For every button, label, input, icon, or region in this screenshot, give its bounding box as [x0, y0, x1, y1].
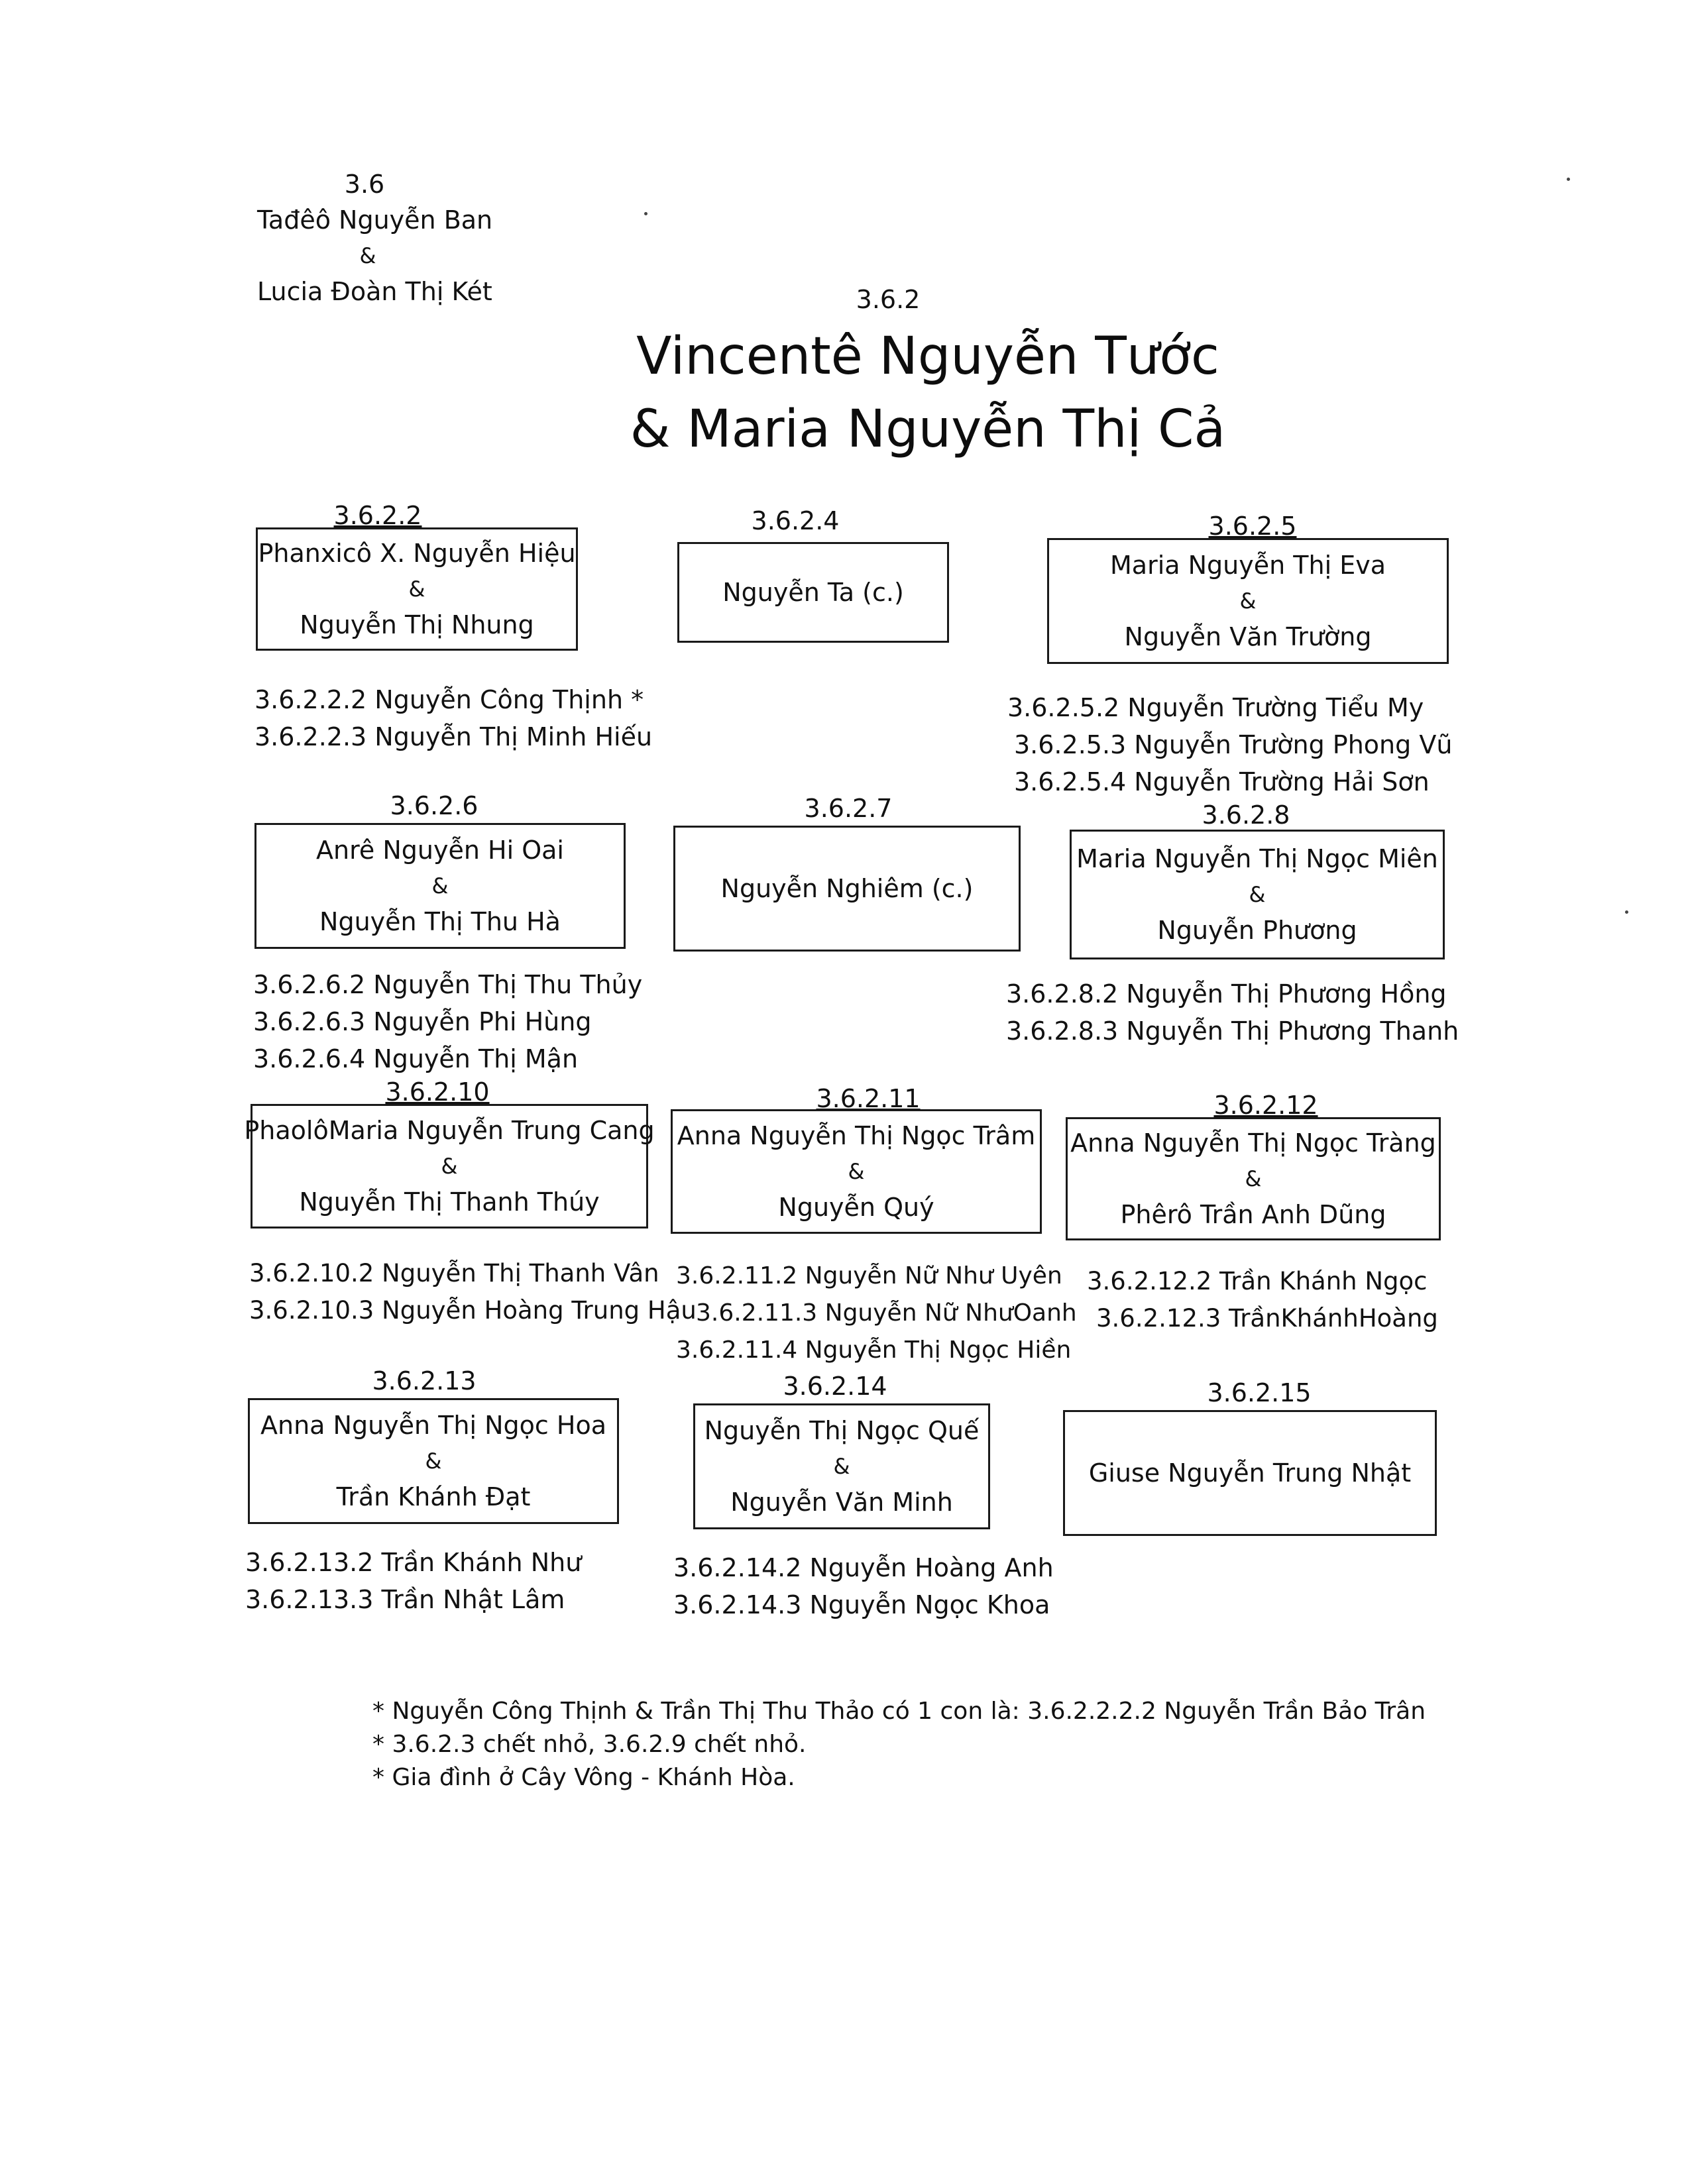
- child-entry: 3.6.2.5.4 Nguyễn Trường Hải Sơn: [1014, 767, 1430, 796]
- family-box-3622: [256, 527, 578, 651]
- family-member-2: Nguyễn Văn Trường: [1124, 622, 1372, 651]
- footnotes: [372, 1695, 1426, 1794]
- main-husband: Vincentê Nguyễn Tước: [636, 327, 1219, 386]
- parents-father: Tađêô Nguyễn Ban: [257, 205, 493, 235]
- family-member-1: Phanxicô X. Nguyễn Hiệu: [258, 539, 576, 568]
- family-number-36215: 3.6.2.15: [1207, 1378, 1312, 1407]
- child-entry: 3.6.2.10.2 Nguyễn Thị Thanh Vân: [249, 1259, 659, 1287]
- children-list-3628: [1006, 975, 1459, 1050]
- family-ampersand: &: [441, 1154, 458, 1179]
- family-number-3622: 3.6.2.2: [333, 501, 422, 530]
- family-ampersand: &: [848, 1159, 865, 1184]
- family-box-36215: [1063, 1410, 1437, 1536]
- family-box-36213: [248, 1398, 619, 1524]
- family-ampersand: &: [408, 576, 425, 602]
- child-entry: 3.6.2.5.3 Nguyễn Trường Phong Vũ: [1014, 730, 1453, 759]
- child-entry: 3.6.2.10.3 Nguyễn Hoàng Trung Hậu: [249, 1296, 697, 1325]
- family-box-3625: [1047, 538, 1449, 664]
- child-entry: 3.6.2.14.2 Nguyễn Hoàng Anh: [673, 1553, 1054, 1582]
- children-list-3626: [253, 966, 642, 1077]
- children-list-36211: [676, 1258, 1077, 1369]
- family-member-2: Nguyễn Quý: [778, 1193, 934, 1222]
- scan-speck: [644, 212, 647, 215]
- scan-speck: [1567, 178, 1570, 181]
- scan-speck: [1625, 910, 1628, 914]
- child-entry: 3.6.2.5.2 Nguyễn Trường Tiểu My: [1007, 693, 1424, 722]
- children-list-36213: [245, 1544, 581, 1618]
- child-entry: 3.6.2.2.2 Nguyễn Công Thịnh *: [254, 685, 644, 714]
- family-box-3627: [673, 826, 1021, 952]
- family-number-3626: 3.6.2.6: [390, 791, 478, 820]
- child-entry: 3.6.2.13.2 Trần Khánh Như: [245, 1548, 582, 1577]
- main-number: 3.6.2: [856, 285, 921, 314]
- child-entry: 3.6.2.6.2 Nguyễn Thị Thu Thủy: [253, 970, 643, 999]
- family-ampersand: &: [1245, 1166, 1262, 1191]
- family-member-1: Nguyễn Ta (c.): [722, 578, 904, 607]
- family-member-2: Nguyễn Văn Minh: [730, 1488, 953, 1517]
- parents-ampersand: &: [359, 243, 376, 268]
- children-list-3625: [1007, 689, 1452, 800]
- family-box-36211: [671, 1109, 1042, 1234]
- family-box-36210: [244, 1104, 655, 1228]
- family-number-3624: 3.6.2.4: [751, 506, 840, 535]
- family-box-3628: [1070, 830, 1445, 959]
- family-ampersand: &: [425, 1448, 442, 1474]
- family-member-2: Nguyễn Thị Thu Hà: [319, 907, 561, 936]
- family-member-1: Maria Nguyễn Thị Eva: [1110, 551, 1386, 580]
- children-list-36212: [1087, 1263, 1438, 1337]
- family-member-2: Nguyễn Thị Thanh Thúy: [299, 1187, 600, 1217]
- child-entry: 3.6.2.6.3 Nguyễn Phi Hùng: [253, 1007, 592, 1036]
- family-member-1: Nguyễn Thị Ngọc Quế: [704, 1416, 980, 1445]
- children-list-36214: [673, 1549, 1054, 1623]
- child-entry: 3.6.2.13.3 Trần Nhật Lâm: [245, 1585, 565, 1614]
- family-number-36212: 3.6.2.12: [1213, 1091, 1318, 1120]
- child-entry: 3.6.2.11.3 Nguyễn Nữ NhưOanh: [696, 1299, 1077, 1327]
- family-ampersand: &: [833, 1454, 850, 1479]
- child-entry: 3.6.2.12.3 TrầnKhánhHoàng: [1096, 1304, 1438, 1333]
- family-box-36214: [693, 1403, 990, 1529]
- family-ampersand: &: [1239, 588, 1257, 614]
- family-box-36212: [1066, 1117, 1441, 1240]
- family-member-2: Phêrô Trần Anh Dũng: [1120, 1200, 1386, 1229]
- footnote: * Gia đình ở Cây Vông - Khánh Hòa.: [372, 1764, 795, 1791]
- child-entry: 3.6.2.6.4 Nguyễn Thị Mận: [253, 1044, 579, 1073]
- parents-number: 3.6: [344, 170, 385, 199]
- family-number-36214: 3.6.2.14: [783, 1372, 887, 1401]
- main-wife: & Maria Nguyễn Thị Cả: [630, 400, 1226, 459]
- family-member-1: Anna Nguyễn Thị Ngọc Hoa: [260, 1411, 606, 1440]
- footnote: * Nguyễn Công Thịnh & Trần Thị Thu Thảo có 1 con là: 3.6.2.2.2.2 Nguyễn Trần Bảo Trân: [372, 1698, 1426, 1725]
- family-number-36210: 3.6.2.10: [385, 1077, 490, 1107]
- child-entry: 3.6.2.11.4 Nguyễn Thị Ngọc Hiền: [676, 1337, 1072, 1364]
- family-member-2: Nguyễn Phương: [1157, 916, 1357, 945]
- children-list-3622: [254, 681, 652, 755]
- family-number-36211: 3.6.2.11: [816, 1084, 921, 1113]
- family-number-36213: 3.6.2.13: [372, 1366, 477, 1395]
- family-number-3627: 3.6.2.7: [804, 794, 893, 823]
- family-ampersand: &: [431, 873, 449, 899]
- family-member-1: Anrê Nguyễn Hi Oai: [316, 836, 564, 865]
- family-number-3628: 3.6.2.8: [1202, 800, 1290, 830]
- footnote: * 3.6.2.3 chết nhỏ, 3.6.2.9 chết nhỏ.: [372, 1731, 807, 1758]
- family-member-1: Anna Nguyễn Thị Ngọc Trâm: [677, 1121, 1036, 1150]
- family-member-1: Giuse Nguyễn Trung Nhật: [1088, 1458, 1412, 1488]
- family-member-1: Nguyễn Nghiêm (c.): [720, 874, 974, 903]
- family-member-1: Anna Nguyễn Thị Ngọc Tràng: [1070, 1128, 1436, 1158]
- child-entry: 3.6.2.12.2 Trần Khánh Ngọc: [1087, 1267, 1428, 1295]
- children-list-36210: [249, 1255, 697, 1329]
- parents-mother: Lucia Đoàn Thị Két: [257, 277, 492, 306]
- family-member-1: Maria Nguyễn Thị Ngọc Miên: [1076, 844, 1438, 873]
- family-number-3625: 3.6.2.5: [1208, 512, 1297, 541]
- family-member-2: Nguyễn Thị Nhung: [300, 610, 534, 639]
- family-ampersand: &: [1249, 882, 1266, 907]
- child-entry: 3.6.2.11.2 Nguyễn Nữ Như Uyên: [676, 1262, 1062, 1289]
- family-box-3626: [254, 823, 626, 949]
- family-member-1: PhaolôMaria Nguyễn Trung Cang: [244, 1116, 655, 1145]
- child-entry: 3.6.2.14.3 Nguyễn Ngọc Khoa: [673, 1590, 1050, 1619]
- child-entry: 3.6.2.2.3 Nguyễn Thị Minh Hiếu: [254, 722, 653, 751]
- family-member-2: Trần Khánh Đạt: [336, 1482, 531, 1511]
- family-box-3624: [677, 542, 949, 643]
- child-entry: 3.6.2.8.3 Nguyễn Thị Phương Thanh: [1006, 1016, 1459, 1046]
- child-entry: 3.6.2.8.2 Nguyễn Thị Phương Hồng: [1006, 979, 1447, 1009]
